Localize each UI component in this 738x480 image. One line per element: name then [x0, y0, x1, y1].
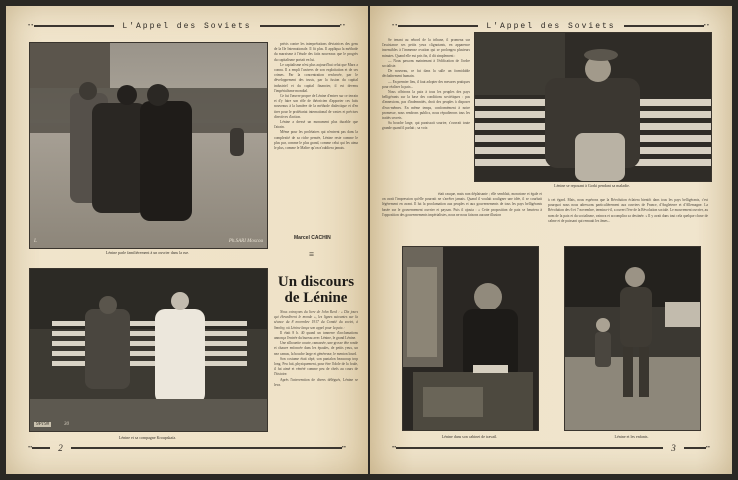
footer-rule [71, 447, 342, 449]
bench-scene-image [30, 269, 267, 431]
photo-lenin-cabinet [402, 246, 539, 431]
photo-stamp: 9P198 [36, 422, 50, 427]
photo-lenin-gorki [474, 32, 712, 182]
paragraph: Se tenant au rebord de la tribune, il promena sur l'assistance ses petits yeux clignotants, en apparence insensibles à l'immense ovation qui se prolongea plusieurs minutes. Quand elle eut pris fin, il dit simplement : [382, 38, 470, 58]
footer-rule [684, 447, 706, 449]
article-body [274, 310, 358, 442]
gorki-bench-image [475, 33, 711, 181]
article-column-top [274, 42, 358, 222]
author-signature: Marcel CACHIN [294, 235, 331, 241]
rule-ornament: •• [339, 23, 346, 29]
children-image [565, 247, 700, 430]
photo-caption: Lénine et sa compagne Kroupskaïa. [118, 435, 177, 440]
rule-ornament: •• [28, 445, 33, 451]
right-page [370, 6, 732, 474]
paragraph: précis contre les interprétations déviatrices des gens de la IIe Internationale. Il fit plus. Il appliqua la méthode du marxisme à l'étude des faits nouveaux que le progrès du capitalisme portait en lui. [274, 42, 358, 62]
rule-ornament: •• [703, 23, 710, 29]
header-rule [398, 25, 478, 27]
header-rule [34, 25, 114, 27]
headline-line: Un discours [277, 274, 355, 290]
paragraph: Une silhouette courte, ramassée, une grosse tête ronde et chauve enfoncée dans les épaules, de petits yeux, un nez camus, la bouche large et généreuse, le menton lourd. [274, 341, 358, 356]
rule-ornament: •• [392, 23, 399, 29]
paragraph: — En premier lieu, il faut adopter des mesures pratiques pour réaliser la paix... [382, 79, 470, 89]
photo-caption: Lénine dans son cabinet de travail. [441, 434, 498, 439]
footer-right [392, 442, 710, 454]
rule-ornament: •• [28, 23, 35, 29]
article-continuation-right: à cet égard. Mais, nous espérons que la Révolution éclatera bientôt dans tous les pays belligérants, c'est pourquoi nous nous adressons particulièrement aux ouvriers de France, d'Angleterre et d'Allemagne. La Révolution des 6 et 7 novembre, termina-t-il, a ouvert l'ère de la Révolution sociale. Le mouvement ouvrier, au nom de la paix et du socialisme, vaincra et accomplira sa destinée. » Il y avait dans tout cela quelque chose de calme et de puissant qui remuait les âmes... [548, 198, 708, 223]
rule-ornament: •• [341, 445, 346, 451]
photo-lenin-children [564, 246, 701, 431]
rule-ornament: •• [392, 445, 397, 451]
headline-line: de Lénine [284, 290, 348, 306]
header-rule [260, 25, 340, 27]
paragraph: Après l'intervention de divers délégués, Lénine se leva. [274, 377, 358, 387]
magazine-title: L'Appel des Soviets [122, 21, 252, 31]
cabinet-image [403, 247, 538, 430]
page-number: 3 [671, 443, 676, 453]
paragraph: Nous offrirons la paix à tous les peuples des pays belligérants sur la base des conditions soviétiques : pas d'annexions, pas d'indemnités, droit des peuples à disposer d'eux-mêmes. En même temps, conformément à notre promesse, nous rendrons publics, nous répudierons tous les traités secrets. [382, 90, 470, 121]
article-continuation-left: était rauque, mais non déplaisante ; elle semblait, monotone et égale et on avait l'impression qu'elle pourrait ne s'arrêter jamais. Quand il voulait souligner une idée, il se courbait légèrement en avant. Il lut la proclamation aux peuples et aux gouvernements de tous les pays belligérants basée sur le gouvernement ouvrier et paysan. Puis il ajouta : « Cette proposition de paix se heurtera à l'opposition des gouvernements impérialistes, nous ne nous faisons aucune illusion [382, 192, 542, 217]
paragraph: Son costume était râpé, son pantalon beaucoup trop long. Peu fait, physiquement, pour être l'idole de la foule, il fut aimé et vénéré comme peu de chefs au cours de l'histoire. [274, 356, 358, 377]
photo-stamp: Ph.SARI Moscou [228, 239, 263, 244]
running-head-right [392, 20, 710, 32]
paragraph: — Nous passons maintenant à l'édification de l'ordre socialiste. [382, 58, 470, 69]
running-head-left [28, 20, 346, 32]
photo-caption: Lénine et les enfants. [614, 434, 649, 439]
section-ornament: ≡ [309, 249, 315, 259]
paragraph: Ce fut l'œuvre propre de Lénine d'entrer sur ce terrain et d'y faire son rôle de théoricien d'apporter ces faits nouveaux à la lumière de la méthode dialectique et d'en tirer pour le prolétariat international de vastes et précises directives d'action. [274, 94, 358, 119]
footer-rule [32, 447, 50, 449]
paragraph: Lénine a dressé un monument plus durable que l'airain. [274, 120, 358, 130]
paragraph: Même pour les prolétaires qui n'entrent pas dans la complexité de sa riche pensée, Lénine reste comme le plus pur, comme le plus grand, comme celui qui les aima le plus, comme le Maître qu'on n'oubliera jamais. [274, 130, 358, 151]
photo-caption: Lénine parle familièrement à un ouvrier dans la rue. [105, 250, 190, 255]
corner-mark: L [34, 239, 37, 244]
photo-lenin-street [29, 42, 268, 249]
article-headline [272, 274, 360, 306]
photo-caption: Lénine se reposant à Gorki pendant sa maladie. [554, 183, 630, 188]
paragraph: De nouveau, ce fut dans la salle un formidable déchaînement humain. [382, 69, 470, 79]
article-intro: Nous extrayons du livre de John Reed : « Dix jours qui ébranlèrent le monde », les lignes suivantes sur la séance du 8 novembre 1917 du Comité du soviet, à Smolny, où Lénine lança son appel pour la paix : [274, 310, 358, 330]
paragraph: Le capitalisme n'est plus aujourd'hui celui que Marx a connu. Il a empli l'univers de son exploitation et de ses crimes. Par la concentration renforcée, par le développement des trusts, par la fusion du capital industriel et du capital financier, il est devenu l'impérialisme mondial. [274, 62, 358, 93]
magazine-title: L'Appel des Soviets [486, 21, 616, 31]
footer-rule [396, 447, 663, 449]
page-number: 2 [58, 443, 63, 453]
rule-ornament: •• [705, 445, 710, 451]
left-page [6, 6, 368, 474]
header-rule [624, 25, 704, 27]
article-column-top [382, 38, 470, 190]
footer-left [28, 442, 346, 454]
paragraph: Il était 8 h. 40 quand un tonnerre d'acclamations annonça l'entrée du bureau avec Lénine, le grand Lénine. [274, 330, 358, 341]
street-scene-image [30, 43, 267, 248]
number-mark: 30 [64, 422, 69, 427]
paragraph: Sa bouche large, qui paraissait sourire, s'ouvrait toute grande quand il parlait ; sa voix [382, 121, 470, 131]
photo-lenin-krupskaya [29, 268, 268, 432]
